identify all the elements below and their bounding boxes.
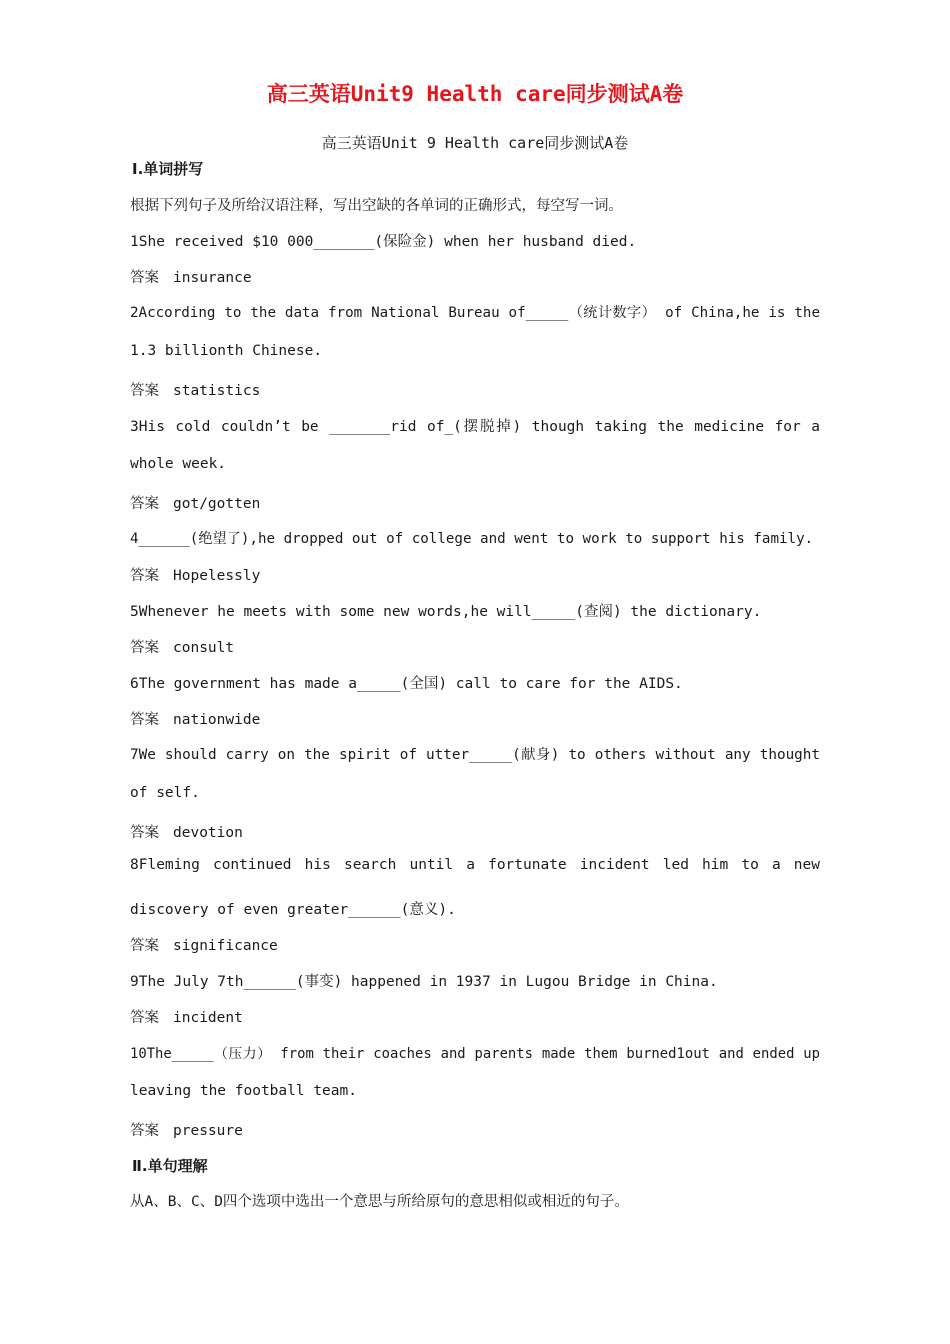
answer-10 <box>130 1119 820 1140</box>
answer-label: 答案 <box>130 712 159 728</box>
answer-6-text: nationwide <box>173 712 261 728</box>
answer-label: 答案 <box>130 1010 159 1026</box>
answer-label: 答案 <box>130 568 159 584</box>
answer-4 <box>130 564 820 585</box>
question-6-line-1: 6The government has made a_____(全国) call to care for the AIDS. <box>130 676 683 692</box>
answer-7 <box>130 821 820 842</box>
answer-3-text: got/gotten <box>173 496 261 512</box>
question-8-line-1: 8Fleming continued his search until a fortunate incident led him to a new <box>130 857 820 873</box>
answer-5 <box>130 636 820 657</box>
question-9-line-1: 9The July 7th______(事变) happened in 1937 in Lugou Bridge in China. <box>130 974 718 990</box>
section-2-heading: Ⅱ.单句理解 <box>132 1157 208 1175</box>
question-5-line-1: 5Whenever he meets with some new words,he will_____(查阅) the dictionary. <box>130 604 762 620</box>
question-2-line-2: 1.3 billionth Chinese. <box>130 343 323 359</box>
question-7-line-1: 7We should carry on the spirit of utter_____(献身) to others without any thought <box>130 747 820 763</box>
answer-label: 答案 <box>130 270 159 286</box>
answer-2 <box>130 379 820 400</box>
answer-4-text: Hopelessly <box>173 568 261 584</box>
answer-2-text: statistics <box>173 383 261 399</box>
answer-label: 答案 <box>130 383 159 399</box>
answer-9 <box>130 1006 820 1027</box>
question-10-line-2: leaving the football team. <box>130 1083 357 1099</box>
answer-1-text: insurance <box>173 270 252 286</box>
answer-8-text: significance <box>173 938 278 954</box>
answer-9-text: incident <box>173 1010 243 1026</box>
answer-7-text: devotion <box>173 825 243 841</box>
answer-3 <box>130 492 820 513</box>
section-1-instruction: 根据下列句子及所给汉语注释，写出空缺的各单词的正确形式，每空写一词。 <box>130 198 623 214</box>
question-2-line-1: 2According to the data from National Bureau of_____（统计数字） of China,he is the <box>130 305 820 321</box>
answer-1 <box>130 266 820 287</box>
answer-label: 答案 <box>130 825 159 841</box>
answer-label: 答案 <box>130 640 159 656</box>
answer-5-text: consult <box>173 640 235 656</box>
question-8-line-2: discovery of even greater______(意义). <box>130 902 456 918</box>
answer-8 <box>130 934 820 955</box>
document-subtitle: 高三英语Unit 9 Health care同步测试A卷 <box>321 134 629 152</box>
section-2-instruction: 从A、B、C、D四个选项中选出一个意思与所给原句的意思相似或相近的句子。 <box>130 1194 629 1210</box>
question-7-line-2: of self. <box>130 785 200 801</box>
question-10-line-1: 10The_____（压力） from their coaches and parents made them burned1out and ended up <box>130 1046 820 1062</box>
answer-10-text: pressure <box>173 1123 243 1139</box>
question-3-line-1: 3His cold couldn’t be _______rid of_(摆脱掉) though taking the medicine for a <box>130 419 820 435</box>
document-title: 高三英语Unit9 Health care同步测试A卷 <box>266 82 684 106</box>
question-1-line-1: 1She received $10 000_______(保险金) when her husband died. <box>130 234 637 250</box>
section-1-heading: Ⅰ.单词拼写 <box>132 160 204 178</box>
question-4-line-1: 4______(绝望了),he dropped out of college and went to work to support his family. <box>130 531 814 547</box>
answer-label: 答案 <box>130 1123 159 1139</box>
answer-label: 答案 <box>130 938 159 954</box>
question-3-line-2: whole week. <box>130 456 227 472</box>
answer-label: 答案 <box>130 496 159 512</box>
answer-6 <box>130 708 820 729</box>
